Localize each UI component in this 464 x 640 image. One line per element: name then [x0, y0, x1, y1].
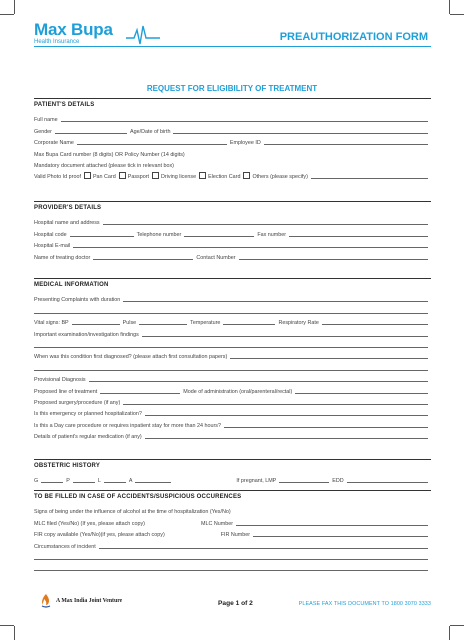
pan-label: Pan Card — [92, 174, 116, 181]
crop-mark — [0, 14, 14, 15]
election-label: Election Card — [208, 174, 241, 181]
a-field[interactable] — [135, 476, 171, 483]
findings-field[interactable] — [142, 330, 428, 337]
election-checkbox[interactable] — [199, 172, 206, 179]
temperature-field[interactable] — [223, 318, 275, 325]
doctor-field[interactable] — [93, 253, 193, 260]
gender-label: Gender — [34, 128, 52, 135]
surgery-label: Proposed surgery/procedure (if any) — [34, 399, 121, 406]
hospital-code-field[interactable] — [70, 230, 134, 237]
complaints-field[interactable] — [123, 295, 428, 302]
employee-id-field[interactable] — [264, 138, 428, 145]
section-heading: PROVIDER'S DETAILS — [34, 205, 102, 211]
respiratory-field[interactable] — [322, 318, 428, 325]
contact-field[interactable] — [239, 253, 428, 260]
findings-field-2[interactable] — [34, 341, 428, 348]
crop-mark — [14, 626, 15, 640]
brand-sub: Health Insurance — [34, 39, 80, 45]
passport-label: Passport — [127, 174, 150, 181]
card-number-label: Max Bupa Card number (8 digits) OR Policy Number (14 digits) — [34, 151, 185, 158]
section-heading: PATIENT'S DETAILS — [34, 102, 95, 108]
form-title: PREAUTHORIZATION FORM — [279, 31, 428, 43]
page-number: Page 1 of 2 — [218, 600, 253, 607]
fir-number-label: FIR Number — [220, 532, 251, 539]
provider-section — [34, 201, 431, 261]
accident-section — [34, 490, 431, 572]
bp-field[interactable] — [72, 318, 120, 325]
vitals-label: Vital signs: BP — [34, 320, 69, 327]
g-label: G — [34, 478, 39, 485]
g-field[interactable] — [41, 476, 63, 483]
daycare-label: Is this a Day care procedure or requires inpatient stay for more than 24 hours? — [34, 422, 221, 429]
fax-label: Fax number — [257, 231, 287, 238]
driving-label: Driving license — [161, 174, 197, 181]
age-label: Age/Date of birth — [129, 128, 171, 135]
surgery-field[interactable] — [123, 398, 428, 405]
patient-section — [34, 98, 431, 180]
full-name-label: Full name — [34, 117, 58, 124]
admin-mode-field[interactable] — [295, 387, 428, 394]
hospital-field[interactable] — [103, 218, 428, 225]
full-name-field[interactable] — [61, 115, 428, 122]
lmp-field[interactable] — [279, 476, 329, 483]
respiratory-label: Respiratory Rate — [278, 320, 319, 327]
p-label: P — [66, 478, 70, 485]
treatment-field[interactable] — [100, 387, 180, 394]
daycare-field[interactable] — [224, 421, 428, 428]
driving-checkbox[interactable] — [152, 172, 159, 179]
brand-name: Max Bupa — [34, 20, 113, 39]
p-field[interactable] — [73, 476, 95, 483]
pan-checkbox[interactable] — [84, 172, 91, 179]
findings-label: Important examination/investigation findings — [34, 331, 139, 338]
corporate-label: Corporate Name — [34, 140, 74, 147]
mlc-number-label: MLC Number — [200, 520, 234, 527]
l-label: L — [97, 478, 101, 485]
request-title: REQUEST FOR ELIGIBILITY OF TREATMENT — [146, 84, 318, 93]
joint-venture-text: A Max India Joint Venture — [56, 598, 123, 604]
first-diag-field[interactable] — [230, 352, 428, 359]
medication-field[interactable] — [145, 432, 428, 439]
admin-mode-label: Mode of administration (oral/parenteral/rectal) — [183, 388, 293, 395]
email-field[interactable] — [73, 241, 428, 248]
section-heading: TO BE FILLED IN CASE OF ACCIDENTS/SUSPICIOUS OCCURENCES — [34, 494, 242, 500]
section-heading: OBSTETRIC HISTORY — [34, 463, 101, 469]
edd-label: EDD — [332, 478, 344, 485]
flame-icon — [40, 593, 52, 609]
obstetric-section — [34, 459, 431, 484]
crop-mark — [450, 14, 464, 15]
circumstances-label: Circumstances of incident — [34, 543, 96, 550]
a-label: A — [128, 478, 133, 485]
pulse-label: Pulse — [122, 320, 137, 327]
passport-checkbox[interactable] — [119, 172, 126, 179]
crop-mark — [14, 0, 15, 14]
max-india-logo — [40, 593, 122, 609]
corporate-field[interactable] — [77, 138, 227, 145]
telephone-field[interactable] — [184, 230, 254, 237]
crop-mark — [449, 626, 450, 640]
fax-note: PLEASE FAX THIS DOCUMENT TO 1800 3070 3333 — [298, 601, 431, 607]
others-checkbox[interactable] — [243, 172, 250, 179]
circumstances-field-3[interactable] — [34, 564, 428, 571]
mlc-label: MLC filed (Yes/No) (If yes, please attach copy) — [34, 520, 145, 527]
others-label: Others (please specify) — [252, 174, 308, 181]
treatment-label: Proposed line of treatment — [34, 388, 98, 395]
alcohol-label: Signs of being under the influence of alcohol at the time of hospitalization (Yes/No) — [34, 509, 231, 516]
pulse-icon — [126, 24, 162, 46]
contact-label: Contact Number — [196, 254, 236, 261]
brand-logo — [34, 20, 113, 45]
lmp-label: If pregnant, LMP — [236, 478, 277, 485]
provisional-field[interactable] — [89, 375, 428, 382]
medical-section — [34, 278, 431, 440]
others-field[interactable] — [311, 172, 428, 179]
circumstances-field-2[interactable] — [34, 553, 428, 560]
complaints-field-2[interactable] — [34, 307, 428, 314]
crop-mark — [450, 625, 464, 626]
fax-field[interactable] — [289, 230, 428, 237]
hospital-code-label: Hospital code — [34, 231, 67, 238]
mlc-number-field[interactable] — [236, 519, 428, 526]
emergency-field[interactable] — [145, 409, 428, 416]
gender-field[interactable] — [55, 127, 127, 134]
l-field[interactable] — [104, 476, 126, 483]
crop-mark — [0, 625, 14, 626]
telephone-label: Telephone number — [136, 231, 182, 238]
doctor-label: Name of treating doctor — [34, 254, 91, 261]
temperature-label: Temperature — [190, 320, 221, 327]
email-label: Hospital E-mail — [34, 243, 71, 250]
section-heading: MEDICAL INFORMATION — [34, 282, 109, 288]
hospital-label: Hospital name and address — [34, 220, 100, 227]
mandatory-label: Mandatory document attached (please tick in relevant box) — [34, 162, 174, 169]
edd-field[interactable] — [347, 476, 428, 483]
employee-id-label: Employee ID — [229, 140, 261, 147]
complaints-label: Presenting Complaints with duration — [34, 297, 121, 304]
emergency-label: Is this emergency or planned hospitalization? — [34, 411, 142, 418]
age-field[interactable] — [173, 127, 428, 134]
header-rule — [34, 46, 431, 47]
pulse-field[interactable] — [139, 318, 187, 325]
first-diag-label: When was this condition first diagnosed? (please attach first consultation papers) — [34, 354, 228, 361]
fir-label: FIR copy available (Yes/No)(if yes, please attach copy) — [34, 532, 165, 539]
fir-number-field[interactable] — [253, 530, 428, 537]
crop-mark — [449, 0, 450, 14]
provisional-label: Provisional Diagnosis — [34, 377, 86, 384]
circumstances-field[interactable] — [99, 542, 428, 549]
first-diag-field-2[interactable] — [34, 364, 428, 371]
medication-label: Details of patient's regular medication (if any) — [34, 434, 142, 441]
photo-id-label: Valid Photo Id proof — [34, 174, 81, 181]
